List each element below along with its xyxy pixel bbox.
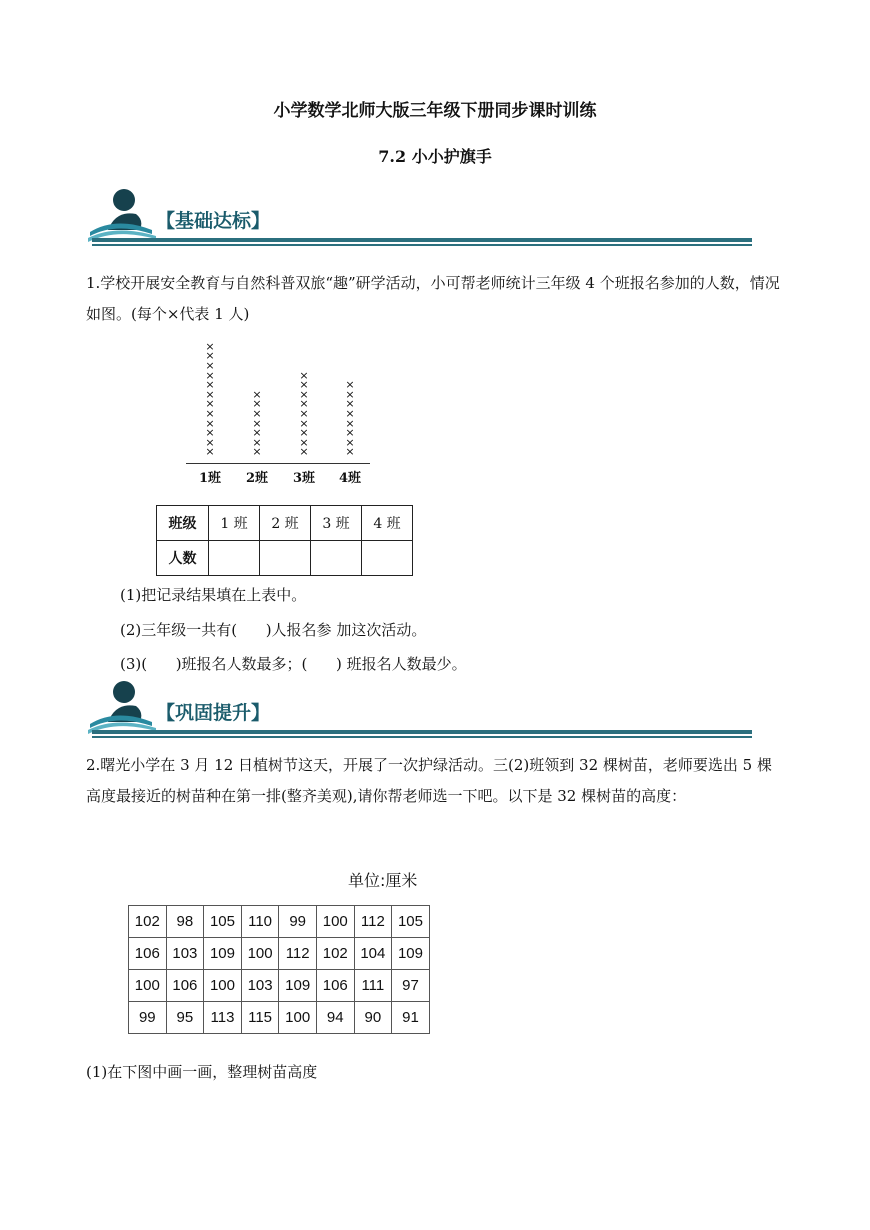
section-label: 【基础达标】 <box>156 210 271 232</box>
table-row <box>129 970 430 1002</box>
height-cell: 99 <box>129 1002 167 1034</box>
table-row <box>129 1002 430 1034</box>
cross-mark: × <box>299 445 309 459</box>
height-cell: 109 <box>392 938 430 970</box>
table-cell: 2 班 <box>260 506 311 541</box>
height-cell: 100 <box>279 1002 317 1034</box>
cross-mark: × <box>345 416 355 430</box>
cross-mark: × <box>252 435 262 449</box>
category-label: 2班 <box>245 471 269 486</box>
height-cell: 102 <box>316 938 354 970</box>
height-cell: 98 <box>166 906 204 938</box>
height-cell: 106 <box>316 970 354 1002</box>
height-cell: 106 <box>129 938 167 970</box>
cross-mark: × <box>299 387 309 401</box>
attendance-cross-chart <box>186 335 370 485</box>
category-label: 1班 <box>198 471 222 486</box>
answer-cell[interactable] <box>362 541 413 576</box>
height-cell: 113 <box>204 1002 242 1034</box>
height-cell: 100 <box>241 938 279 970</box>
divider <box>92 244 752 246</box>
cross-mark: × <box>299 368 309 382</box>
height-cell: 106 <box>166 970 204 1002</box>
cross-column <box>248 387 266 459</box>
cross-mark: × <box>345 426 355 440</box>
height-cell: 105 <box>392 906 430 938</box>
height-cell: 102 <box>129 906 167 938</box>
cross-mark: × <box>205 445 215 459</box>
cross-mark: × <box>252 406 262 420</box>
cross-mark: × <box>205 349 215 363</box>
question-2-part-1: (1)在下图中画一画，整理树苗高度 <box>86 1063 318 1081</box>
cross-mark: × <box>252 445 262 459</box>
cross-mark: × <box>205 378 215 392</box>
cross-mark: × <box>205 435 215 449</box>
page-title: 小学数学北师大版三年级下册同步课时训练 <box>273 101 597 121</box>
table-cell: 1 班 <box>209 506 260 541</box>
height-cell: 110 <box>241 906 279 938</box>
question-1-text: 1.学校开展安全教育与自然科普双旅“趣”研学活动，小可帮老师统计三年级 4 个班报名参加的人数，情况如图。(每个×代表 1 人) <box>86 274 780 323</box>
question-1-part-1: (1)把记录结果填在上表中。 <box>120 586 307 604</box>
table-header: 人数 <box>157 541 209 576</box>
height-cell: 112 <box>354 906 392 938</box>
cross-mark: × <box>252 397 262 411</box>
cross-mark: × <box>299 406 309 420</box>
cross-column <box>201 339 219 459</box>
height-cell: 112 <box>279 938 317 970</box>
cross-column <box>341 380 359 457</box>
cross-mark: × <box>205 397 215 411</box>
cross-mark: × <box>205 406 215 420</box>
divider <box>92 730 752 734</box>
cross-mark: × <box>299 416 309 430</box>
cross-mark: × <box>205 387 215 401</box>
height-cell: 95 <box>166 1002 204 1034</box>
reader-logo-icon <box>86 678 166 738</box>
cross-mark: × <box>299 397 309 411</box>
question-1-part-3: (3)( )班报名人数最多；( ) 班报名人数最少。 <box>120 655 467 673</box>
height-cell: 90 <box>354 1002 392 1034</box>
height-cell: 111 <box>354 970 392 1002</box>
answer-cell[interactable] <box>260 541 311 576</box>
height-cell: 104 <box>354 938 392 970</box>
cross-mark: × <box>299 426 309 440</box>
class-count-table <box>156 505 413 576</box>
cross-mark: × <box>205 426 215 440</box>
category-label: 3班 <box>292 471 316 486</box>
height-cell: 100 <box>204 970 242 1002</box>
section-header-consolidate <box>86 678 752 738</box>
cross-mark: × <box>252 387 262 401</box>
cross-mark: × <box>205 339 215 353</box>
cross-mark: × <box>299 378 309 392</box>
chart-baseline <box>186 463 370 464</box>
height-cell: 109 <box>204 938 242 970</box>
cross-mark: × <box>299 435 309 449</box>
cross-mark: × <box>345 387 355 401</box>
height-cell: 94 <box>316 1002 354 1034</box>
reader-logo-icon <box>86 186 166 246</box>
tree-height-table <box>128 905 430 1034</box>
answer-cell[interactable] <box>209 541 260 576</box>
cross-mark: × <box>205 368 215 382</box>
table-header: 班级 <box>157 506 209 541</box>
table-cell: 3 班 <box>311 506 362 541</box>
divider <box>92 238 752 242</box>
height-cell: 115 <box>241 1002 279 1034</box>
height-cell: 103 <box>166 938 204 970</box>
cross-mark: × <box>345 397 355 411</box>
table-cell: 4 班 <box>362 506 413 541</box>
cross-column <box>295 368 313 459</box>
cross-mark: × <box>345 445 355 459</box>
cross-mark: × <box>205 358 215 372</box>
question-1-part-2: (2)三年级一共有( )人报名参 加这次活动。 <box>120 621 427 639</box>
section-label: 【巩固提升】 <box>156 702 271 724</box>
cross-mark: × <box>345 378 355 392</box>
height-cell: 100 <box>316 906 354 938</box>
height-cell: 105 <box>204 906 242 938</box>
height-cell: 100 <box>129 970 167 1002</box>
question-2-text: 2.曙光小学在 3 月 12 日植树节这天，开展了一次护绿活动。三(2)班领到 32 棵树苗，老师要选出 5 棵高度最接近的树苗种在第一排(整齐美观),请你帮老师选一下吧。以下是 32 棵树苗的高度： <box>86 756 772 805</box>
lesson-title: 7.2 小小护旗手 <box>378 147 492 166</box>
height-cell: 103 <box>241 970 279 1002</box>
height-cell: 91 <box>392 1002 430 1034</box>
unit-label: 单位:厘米 <box>348 871 418 890</box>
cross-mark: × <box>345 435 355 449</box>
cross-mark: × <box>252 416 262 430</box>
height-cell: 97 <box>392 970 430 1002</box>
cross-mark: × <box>252 426 262 440</box>
height-cell: 99 <box>279 906 317 938</box>
cross-mark: × <box>205 416 215 430</box>
divider <box>92 736 752 738</box>
category-label: 4班 <box>338 471 362 486</box>
table-row <box>129 938 430 970</box>
answer-cell[interactable] <box>311 541 362 576</box>
table-row <box>129 906 430 938</box>
cross-mark: × <box>345 406 355 420</box>
height-cell: 109 <box>279 970 317 1002</box>
section-header-basic <box>86 186 752 246</box>
